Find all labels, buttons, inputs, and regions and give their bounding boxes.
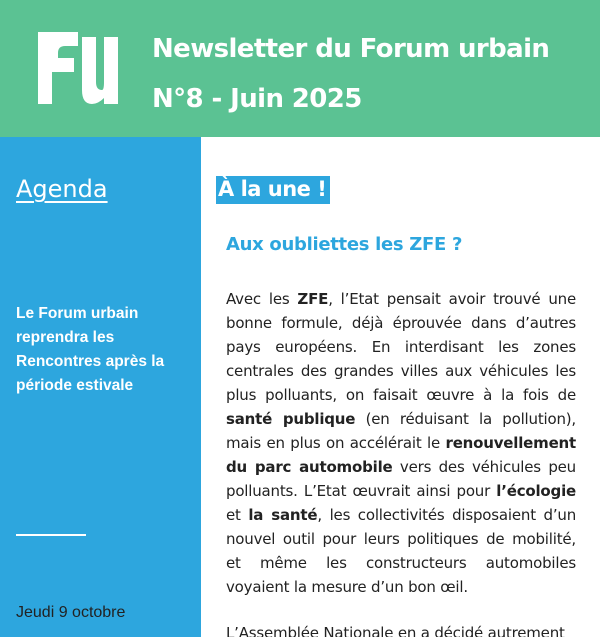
bold-phrase: renouvellement du parc automobile [226, 434, 576, 476]
agenda-announcement: Le Forum urbain reprendra les Rencontres après la période estivale [16, 305, 165, 394]
text-run: (en réduisant la pollution), mais en plus on accélérait le [226, 410, 576, 452]
text-run: et [226, 506, 249, 524]
section-title: À la une ! [216, 176, 330, 204]
text-run: , les collectivités disposaient d’un nouvel outil pour leurs politiques de mobilité, et même les constructeurs automobiles voyaient la mesure d’un bon œil. [226, 506, 577, 596]
bold-phrase: santé publique [226, 410, 356, 428]
text-run: vers des véhicules peu polluants. L’Etat œuvrait ainsi pour [226, 458, 576, 500]
main-content [201, 137, 600, 637]
bold-phrase: ZFE [297, 290, 329, 308]
bold-phrase: l’écologie [496, 482, 576, 500]
article-paragraph-next: L’Assemblée Nationale en a décidé autrement [226, 624, 565, 637]
agenda-heading[interactable]: Agenda [16, 175, 108, 203]
text-run: , l’Etat pensait avoir trouvé une bonne formule, déjà éprouvée dans d’autres pays européens. En interdisant les zones centrales des grandes villes aux véhicules les plus polluants, on faisait œuvre à la fois de [226, 290, 576, 404]
agenda-divider [16, 534, 86, 536]
agenda-event-date: Jeudi 9 octobre [16, 604, 126, 621]
forum-urbain-logo [38, 32, 118, 104]
article-title: Aux oubliettes les ZFE ? [226, 234, 463, 255]
bold-phrase: la santé [248, 506, 318, 524]
text-run: Avec les [226, 290, 298, 308]
newsletter-header [0, 0, 600, 137]
article-paragraph [226, 287, 576, 599]
newsletter-title: Newsletter du Forum urbain N°8 - Juin 2025 [152, 34, 550, 114]
agenda-sidebar [0, 137, 201, 637]
